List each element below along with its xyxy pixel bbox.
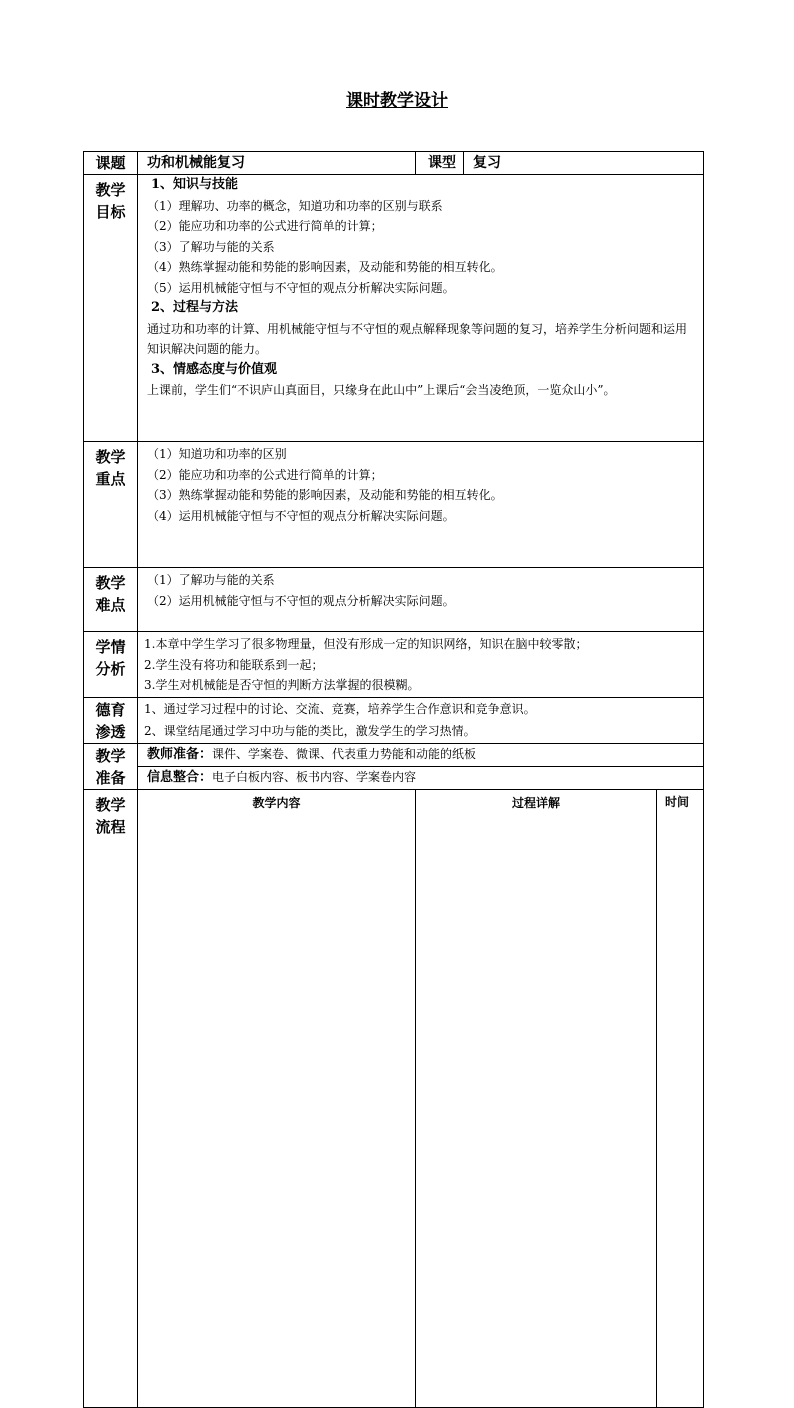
preparation-label-line2: 准备 [95,769,126,787]
flow-process-header: 过程详解 [416,790,657,1408]
key-point-item: （3）熟练掌握动能和势能的影响因素，及动能和势能的相互转化。 [147,488,503,502]
key-point-item: （4）运用机械能守恒与不守恒的观点分析解决实际问题。 [147,508,455,523]
key-points-label-line2: 重点 [95,470,126,488]
flow-row [84,790,704,1408]
student-analysis-item: 2.学生没有将功和能联系到一起； [144,657,324,672]
moral-education-label [84,698,138,744]
difficulties-label-line1: 教学 [95,574,126,592]
type-label: 课型 [416,152,464,175]
objectives-label [84,175,138,442]
moral-education-item: 1、通过学习过程中的讨论、交流、竞赛，培养学生合作意识和竞争意识。 [144,702,536,716]
objectives-paragraph: 通过功和功率的计算、用机械能守恒与不守恒的观点解释现象等问题的复习，培养学生分析问题和运用知识解决问题的能力。 [147,321,688,356]
objectives-line: （1）理解功、功率的概念，知道功和功率的区别与联系 [147,198,443,213]
flow-label-line1: 教学 [95,796,126,814]
moral-education-label-line1: 德育 [95,701,126,719]
moral-education-label-line2: 渗透 [95,723,126,741]
difficulties-row [84,568,704,632]
student-analysis-row [84,632,704,698]
objectives-row [84,175,704,442]
page-title: 课时教学设计 [346,91,448,111]
teacher-prep-value: 课件、学案卷、微课、代表重力势能和动能的纸板 [212,747,477,761]
objectives-line: （5）运用机械能守恒与不守恒的观点分析解决实际问题。 [147,280,455,295]
key-points-label [84,442,138,568]
info-integration-label: 信息整合： [147,770,213,785]
key-point-item: （1）知道功和功率的区别 [147,447,287,461]
objectives-heading-1: 1、知识与技能 [151,177,239,192]
preparation-label-line1: 教学 [95,747,126,765]
objectives-content [138,175,704,442]
topic-value: 功和机械能复习 [138,152,416,175]
objectives-heading-2: 2、过程与方法 [151,300,239,315]
type-value: 复习 [464,152,704,175]
objectives-label-line2: 目标 [95,203,126,221]
student-analysis-item: 3.学生对机械能是否守恒的判断方法掌握的很模糊。 [144,678,420,692]
key-point-item: （2）能应功和功率的公式进行简单的计算； [147,467,383,482]
student-analysis-label-line1: 学情 [95,638,126,656]
objectives-label-line1: 教学 [95,181,126,199]
difficulty-item: （2）运用机械能守恒与不守恒的观点分析解决实际问题。 [147,593,455,608]
student-analysis-label-line2: 分析 [95,660,126,678]
objectives-heading-3: 3、情感态度与价值观 [151,361,278,377]
objectives-paragraph: 上课前，学生们“不识庐山真面目，只缘身在此山中”上课后“会当凌绝顶，一览众山小”。 [147,383,616,397]
key-points-label-line1: 教学 [95,448,126,466]
preparation-label [84,744,138,790]
teacher-prep-row [84,744,704,767]
moral-education-row [84,698,704,744]
lesson-plan-table [83,151,704,1408]
key-points-content [138,442,704,568]
objectives-line: （3）了解功与能的关系 [147,239,275,254]
teacher-prep-cell [138,744,704,767]
info-integration-row [84,767,704,790]
objectives-line: （4）熟练掌握动能和势能的影响因素，及动能和势能的相互转化。 [147,260,503,274]
flow-content-header: 教学内容 [138,790,416,1408]
info-integration-value: 电子白板内容、板书内容、学案卷内容 [212,770,417,784]
flow-label-line2: 流程 [95,818,126,836]
moral-education-content [138,698,704,744]
key-points-row [84,442,704,568]
difficulty-item: （1）了解功与能的关系 [147,573,275,587]
flow-time-header: 时间 [657,790,704,1408]
topic-label: 课题 [84,152,138,175]
moral-education-item: 2、课堂结尾通过学习中功与能的类比，激发学生的学习热情。 [144,724,476,738]
topic-row [84,152,704,175]
difficulties-label [84,568,138,632]
student-analysis-label [84,632,138,698]
difficulties-content [138,568,704,632]
info-integration-cell [138,767,704,790]
teacher-prep-label: 教师准备： [147,747,213,762]
objectives-line: （2）能应功和功率的公式进行简单的计算； [147,219,383,233]
difficulties-label-line2: 难点 [95,596,126,614]
flow-label [84,790,138,1408]
student-analysis-content [138,632,704,698]
student-analysis-item: 1.本章中学生学习了很多物理量，但没有形成一定的知识网络，知识在脑中较零散； [144,637,588,651]
